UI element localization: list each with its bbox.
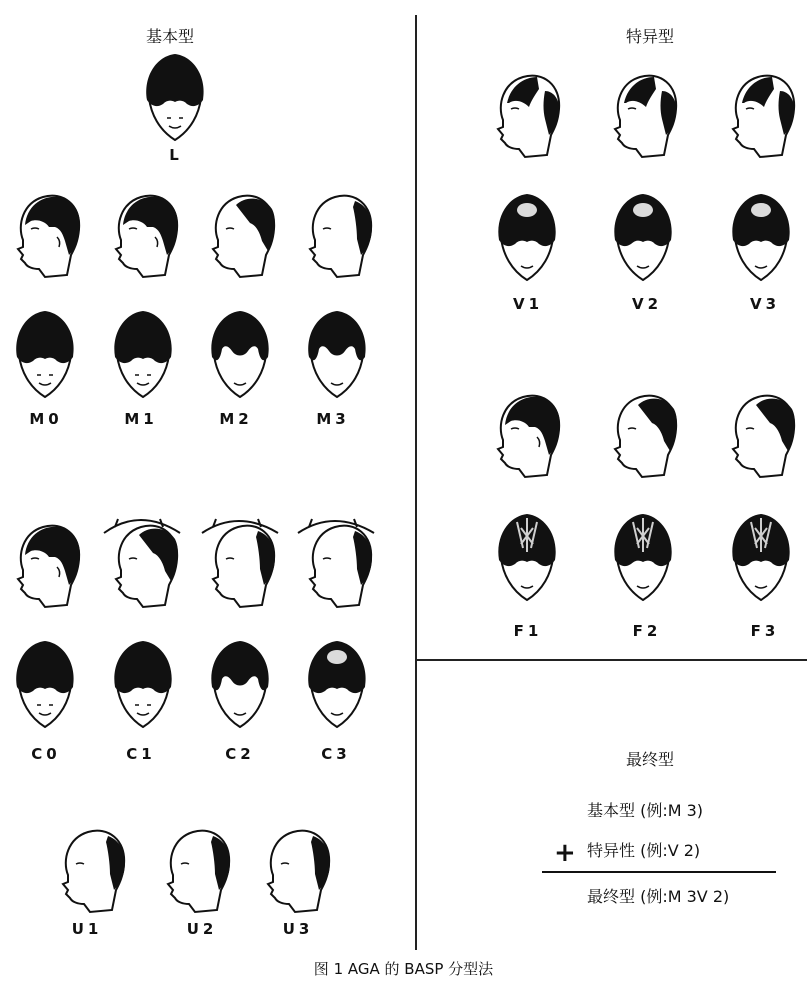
- label-v1: V1: [512, 295, 544, 313]
- head-v1-front: [487, 188, 567, 288]
- basic-title: 基本型: [145, 27, 194, 46]
- head-v2-side: [602, 65, 682, 165]
- horizontal-divider: [415, 659, 807, 661]
- label-l: L: [169, 146, 183, 164]
- head-c1-front: [103, 635, 183, 735]
- head-v1-side: [485, 65, 565, 165]
- label-c2: C2: [225, 745, 255, 763]
- label-u2: U2: [186, 920, 218, 938]
- label-c0: C0: [31, 745, 61, 763]
- head-m3-side: [297, 185, 377, 285]
- label-v2: V2: [631, 295, 663, 313]
- label-m2: M2: [219, 410, 253, 428]
- head-m1-side: [103, 185, 183, 285]
- head-m2-side: [200, 185, 280, 285]
- head-c0-side: [5, 515, 85, 615]
- label-c3: C3: [321, 745, 351, 763]
- head-v3-front: [721, 188, 801, 288]
- head-m1-front: [103, 305, 183, 405]
- label-u3: U3: [282, 920, 314, 938]
- head-f1-front: [487, 508, 567, 608]
- formula-basic: 基本型 (例:M 3): [587, 801, 704, 820]
- head-f1-side: [485, 385, 565, 485]
- formula-final: 最终型 (例:M 3V 2): [587, 887, 730, 906]
- head-f3-side: [720, 385, 800, 485]
- head-v2-front: [603, 188, 683, 288]
- label-f2: F2: [632, 622, 662, 640]
- final-title: 最终型: [625, 750, 674, 769]
- head-m3-front: [297, 305, 377, 405]
- label-u1: U1: [71, 920, 103, 938]
- formula-plus: +: [554, 838, 576, 868]
- specific-title: 特异型: [625, 27, 674, 46]
- head-m0-side: [5, 185, 85, 285]
- head-m0-front: [5, 305, 85, 405]
- label-m3: M3: [316, 410, 350, 428]
- label-f3: F3: [750, 622, 780, 640]
- head-f2-front: [603, 508, 683, 608]
- label-f1: F1: [513, 622, 543, 640]
- head-f2-side: [602, 385, 682, 485]
- label-c1: C1: [126, 745, 156, 763]
- head-u1-side: [50, 820, 130, 920]
- figure-caption: 图 1 AGA 的 BASP 分型法: [313, 960, 494, 978]
- head-m2-front: [200, 305, 280, 405]
- vertical-divider: [415, 15, 417, 950]
- label-v3: V3: [749, 295, 781, 313]
- formula-sum-line: [542, 871, 776, 873]
- head-f3-front: [721, 508, 801, 608]
- label-m1: M1: [124, 410, 158, 428]
- head-v3-side: [720, 65, 800, 165]
- head-c3-front: [297, 635, 377, 735]
- formula-specific: 特异性 (例:V 2): [587, 841, 701, 860]
- c-arc-markers: [98, 505, 398, 545]
- head-u2-side: [155, 820, 235, 920]
- label-m0: M0: [29, 410, 63, 428]
- head-l-illustration: [135, 48, 215, 148]
- head-c0-front: [5, 635, 85, 735]
- head-u3-side: [255, 820, 335, 920]
- head-c2-front: [200, 635, 280, 735]
